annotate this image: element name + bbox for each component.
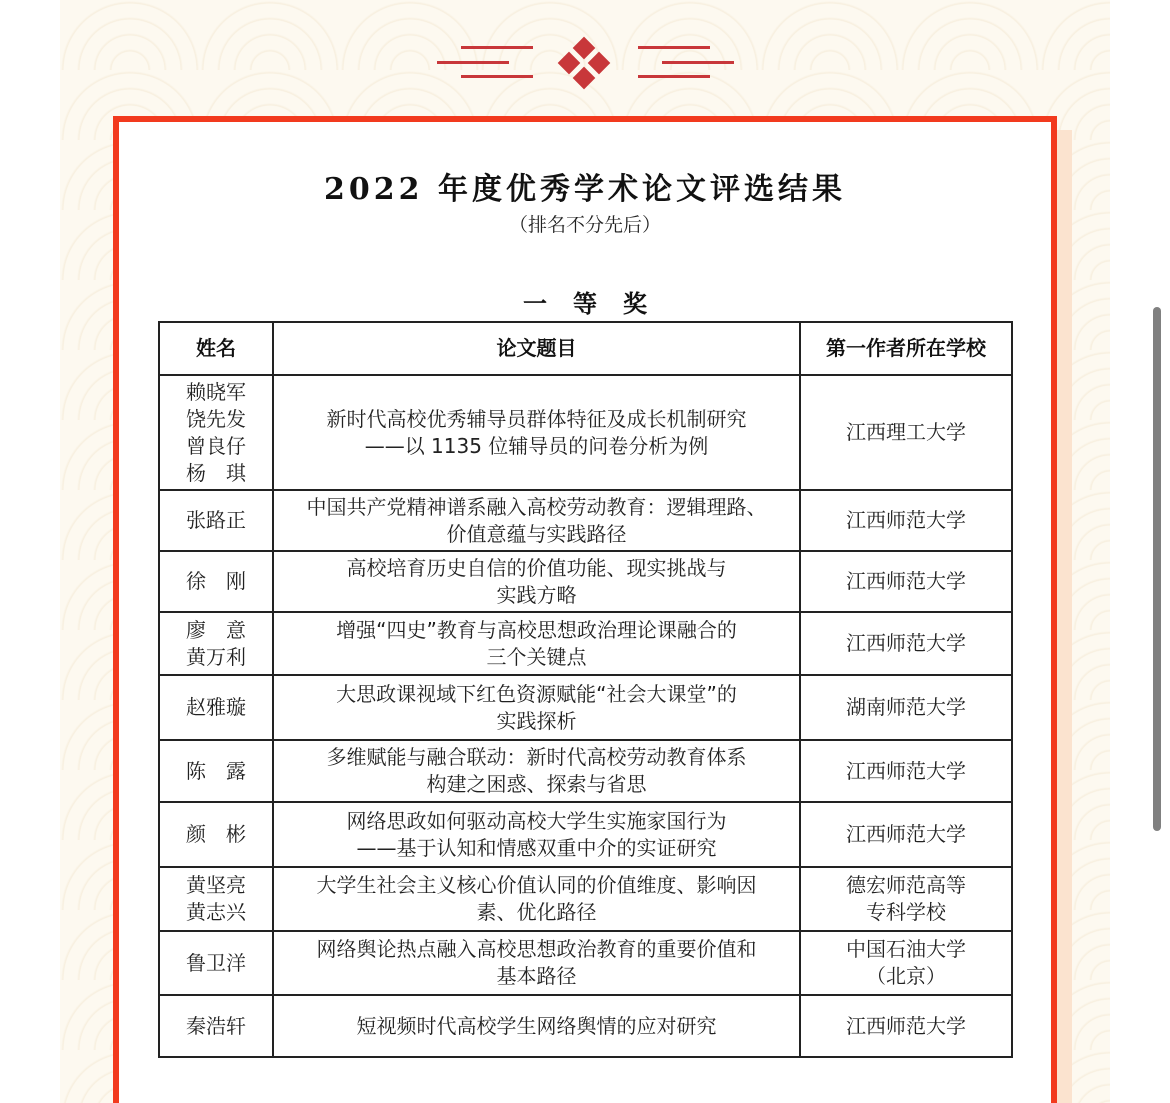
school-cell-line: 江西师范大学: [846, 822, 966, 846]
paper-title-cell-line: 基本路径: [496, 964, 577, 988]
header-ornament: [430, 30, 740, 90]
table-row: [159, 867, 1012, 931]
author-names-cell: [159, 740, 273, 802]
table-row: [159, 740, 1012, 802]
paper-title-cell-line: 价值意蕴与实践路径: [446, 521, 627, 546]
vertical-scrollbar[interactable]: [1153, 307, 1161, 831]
awards-table: [158, 321, 1013, 1058]
paper-title-cell-line: 短视频时代高校学生网络舆情的应对研究: [356, 1013, 717, 1038]
school-cell-line: 江西师范大学: [846, 631, 966, 655]
paper-title-cell: [273, 995, 800, 1057]
column-header-name: 姓名: [159, 322, 273, 375]
paper-title-cell-line: 网络思政如何驱动高校大学生实施家国行为: [346, 808, 727, 833]
paper-title-cell-line: 高校培育历史自信的价值功能、现实挑战与: [346, 555, 727, 580]
author-names-cell-line: 曾良仔: [186, 433, 246, 458]
paper-title-cell-line: 多维赋能与融合联动：新时代高校劳动教育体系: [326, 745, 747, 769]
paper-title-cell: [273, 802, 800, 867]
diamond-icon: [573, 67, 596, 90]
school-cell: [800, 995, 1012, 1057]
table-header-row: [159, 322, 1012, 375]
author-names-cell-line: 赵雅璇: [186, 695, 246, 719]
table-row: [159, 375, 1012, 490]
school-cell: [800, 740, 1012, 802]
paper-title-cell: [273, 931, 800, 995]
author-names-cell: [159, 551, 273, 612]
results-card: [113, 116, 1057, 1103]
diamond-icon: [558, 52, 581, 75]
author-names-cell-line: 廖 意: [186, 617, 246, 642]
school-cell: [800, 612, 1012, 675]
paper-title-cell-line: 三个关键点: [486, 644, 587, 669]
paper-title-cell-line: 新时代高校优秀辅导员群体特征及成长机制研究: [326, 406, 747, 431]
author-names-cell-line: 赖晓军: [186, 379, 246, 404]
school-cell-line: 江西理工大学: [846, 420, 966, 444]
author-names-cell-line: 陈 露: [186, 758, 246, 783]
paper-title-cell-line: 实践方略: [496, 582, 577, 607]
author-names-cell: [159, 867, 273, 931]
school-cell: [800, 802, 1012, 867]
page-title: 2022 年度优秀学术论文评选结果: [324, 172, 846, 207]
school-cell-line: 江西师范大学: [846, 1013, 966, 1038]
paper-title-cell-line: 实践探析: [496, 708, 577, 733]
author-names-cell-line: 饶先发: [186, 406, 246, 431]
school-cell-line: 湖南师范大学: [846, 695, 966, 719]
author-names-cell: [159, 612, 273, 675]
paper-title-cell: [273, 375, 800, 490]
school-cell: [800, 867, 1012, 931]
table-row: [159, 802, 1012, 867]
author-names-cell: [159, 490, 273, 551]
table-row: [159, 995, 1012, 1057]
paper-title-cell-line: 大学生社会主义核心价值认同的价值维度、影响因: [316, 873, 757, 897]
school-cell-line: 江西师范大学: [846, 508, 966, 532]
author-names-cell-line: 鲁卫洋: [186, 950, 246, 975]
school-cell: [800, 675, 1012, 740]
paper-title-cell-line: ——以 1135 位辅导员的问卷分析为例: [364, 433, 709, 458]
author-names-cell: [159, 375, 273, 490]
author-names-cell-line: 秦浩轩: [186, 1013, 246, 1038]
paper-title-cell: [273, 867, 800, 931]
column-header-school: 第一作者所在学校: [800, 322, 1012, 375]
author-names-cell-line: 黄万利: [186, 644, 246, 669]
paper-title-cell: [273, 612, 800, 675]
paper-title-cell-line: 大思政课视域下红色资源赋能“社会大课堂”的: [336, 681, 737, 706]
ornament-line: [638, 75, 710, 78]
author-names-cell-line: 张路正: [186, 508, 246, 532]
page-subtitle: （排名不分先后）: [508, 214, 661, 236]
paper-title-cell-line: 网络舆论热点融入高校思想政治教育的重要价值和: [316, 937, 757, 961]
table-row: [159, 551, 1012, 612]
paper-title-cell: [273, 490, 800, 551]
school-cell-line: 中国石油大学: [846, 937, 966, 961]
table-row: [159, 612, 1012, 675]
school-cell: [800, 551, 1012, 612]
table-row: [159, 490, 1012, 551]
ornament-line: [461, 75, 533, 78]
paper-title-cell-line: ——基于认知和情感双重中介的实证研究: [356, 835, 717, 860]
paper-title-cell-line: 中国共产党精神谱系融入高校劳动教育：逻辑理路、: [306, 494, 767, 519]
paper-title-cell-line: 素、优化路径: [476, 900, 597, 924]
prize-level-heading: 一等奖: [523, 289, 673, 318]
paper-title-cell: [273, 740, 800, 802]
diamond-icon: [573, 37, 596, 60]
author-names-cell: [159, 675, 273, 740]
author-names-cell-line: 黄志兴: [186, 900, 246, 924]
school-cell: [800, 375, 1012, 490]
author-names-cell-line: 徐 刚: [186, 569, 246, 593]
paper-title-cell-line: 增强“四史”教育与高校思想政治理论课融合的: [336, 617, 737, 642]
column-header-title: 论文题目: [273, 322, 800, 375]
school-cell-line: （北京）: [866, 964, 946, 988]
ornament-line: [461, 46, 533, 49]
table-row: [159, 675, 1012, 740]
paper-title-cell-line: 构建之困惑、探索与省思: [426, 772, 647, 796]
table-row: [159, 931, 1012, 995]
paper-title-cell: [273, 551, 800, 612]
paper-title-cell: [273, 675, 800, 740]
school-cell: [800, 490, 1012, 551]
author-names-cell-line: 颜 彬: [186, 822, 246, 846]
school-cell-line: 专科学校: [866, 900, 946, 924]
author-names-cell: [159, 802, 273, 867]
author-names-cell-line: 杨 琪: [186, 460, 246, 485]
ornament-line: [638, 46, 710, 49]
school-cell: [800, 931, 1012, 995]
ornament-line: [662, 61, 734, 64]
ornament-line: [437, 61, 509, 64]
author-names-cell: [159, 995, 273, 1057]
card-shadow: [1057, 130, 1072, 1103]
diamond-icon: [588, 52, 611, 75]
school-cell-line: 江西师范大学: [846, 569, 966, 593]
author-names-cell: [159, 931, 273, 995]
author-names-cell-line: 黄坚亮: [186, 873, 246, 897]
school-cell-line: 德宏师范高等: [846, 873, 966, 897]
school-cell-line: 江西师范大学: [846, 758, 966, 783]
